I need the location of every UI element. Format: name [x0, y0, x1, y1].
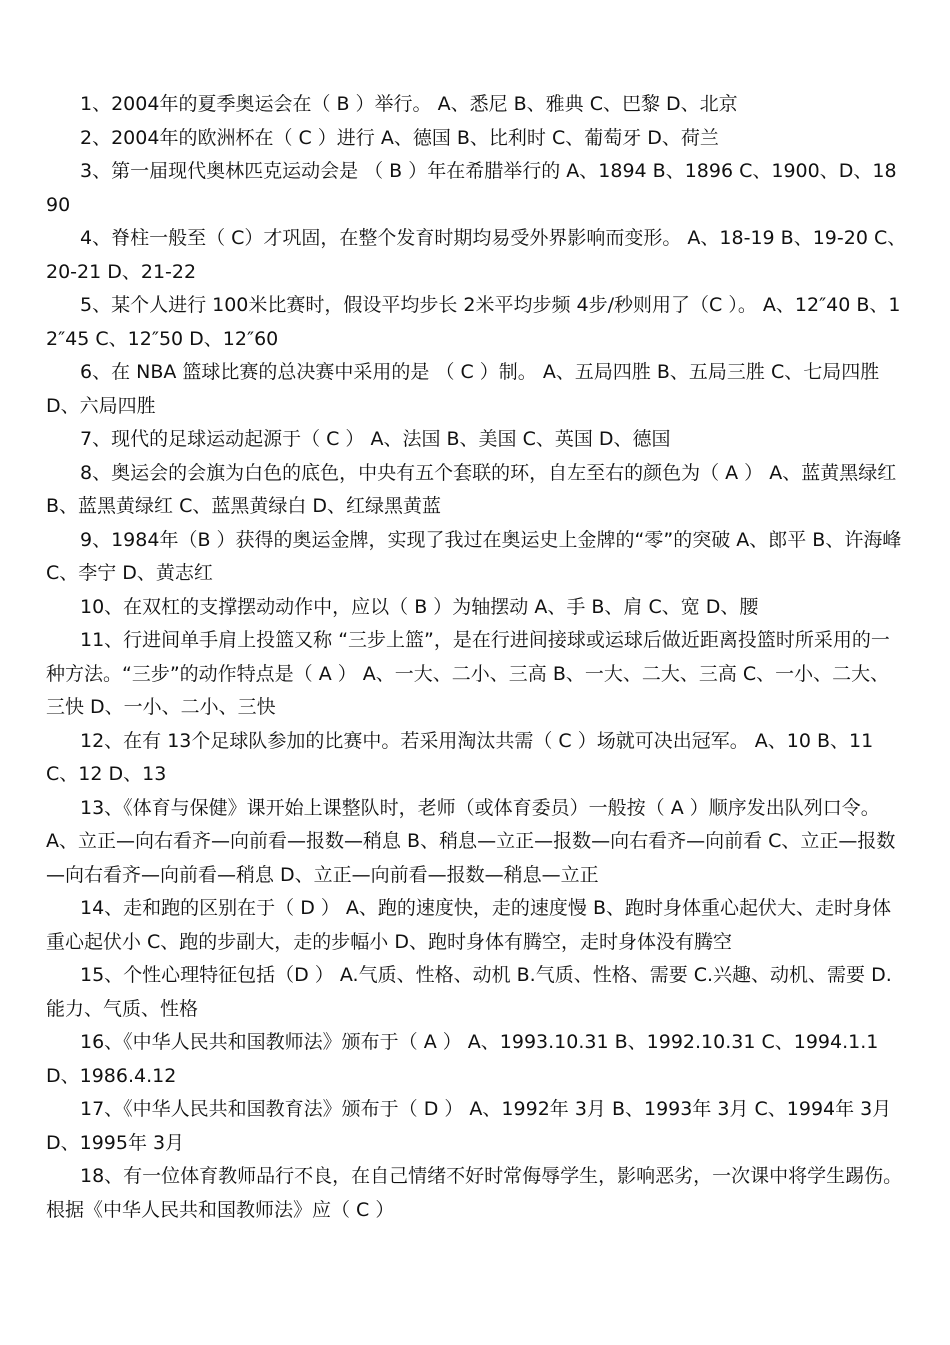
question-6: 6、在 NBA 篮球比赛的总决赛中采用的是 （ C ）制。 A、五局四胜 B、五局三胜 C、七局四胜 D、六局四胜: [46, 361, 880, 417]
question-4: 4、脊柱一般至（ C）才巩固，在整个发育时期均易受外界影响而变形。 A、18-19 B、19-20 C、20-21 D、21-22: [46, 227, 907, 283]
question-3: 3、第一届现代奥林匹克运动会是 （ B ）年在希腊举行的 A、1894 B、1896 C、1900、D、1890: [46, 160, 897, 216]
question-18: 18、有一位体育教师品行不良，在自己情绪不好时常侮辱学生，影响恶劣，一次课中将学生踢伤。根据《中华人民共和国教师法》应（ C ）: [46, 1165, 903, 1221]
question-5: 5、某个人进行 100米比赛时，假设平均步长 2米平均步频 4步/秒则用了（C ）。 A、12″40 B、12″45 C、12″50 D、12″60: [46, 294, 901, 350]
question-9: 9、1984年（B ）获得的奥运金牌，实现了我过在奥运史上金牌的“零”的突破 A、郎平 B、许海峰 C、李宁 D、黄志红: [46, 528, 902, 584]
question-13: 13、《体育与保健》课开始上课整队时，老师（或体育委员）一般按（ A ）顺序发出队列口令。 A、立正—向右看齐—向前看—报数—稍息 B、稍息—立正—报数—向右看齐—向前看 C、立正—报数—向右看齐—向前看—稍息 D、立正—向前看—报数—稍息—立正: [46, 796, 896, 886]
question-12: 12、在有 13个足球队参加的比赛中。若采用淘汰共需（ C ）场就可决出冠军。 A、10 B、11 C、12 D、13: [46, 729, 874, 785]
question-10: 10、在双杠的支撑摆动动作中，应以（ B ）为轴摆动 A、手 B、肩 C、宽 D、腰: [80, 595, 759, 618]
question-8: 8、奥运会的会旗为白色的底色，中央有五个套联的环，自左至右的颜色为（ A ） A、蓝黄黑绿红 B、蓝黑黄绿红 C、蓝黑黄绿白 D、红绿黑黄蓝: [46, 461, 897, 517]
question-7: 7、现代的足球运动起源于（ C ） A、法国 B、美国 C、英国 D、德国: [80, 428, 671, 450]
question-11: 11、行进间单手肩上投篮又称 “三步上篮”，是在行进间接球或运球后做近距离投篮时所采用的一种方法。“三步”的动作特点是（ A ） A、一大、二小、三高 B、一大、二大、三高 C、一小、二大、三快 D、一小、二小、三快: [46, 629, 890, 718]
question-2: 2、2004年的欧洲杯在（ C ）进行 A、德国 B、比利时 C、葡萄牙 D、荷兰: [80, 126, 719, 149]
question-17: 17、《中华人民共和国教育法》颁布于（ D ） A、1992年 3月 B、1993年 3月 C、1994年 3月 D、1995年 3月: [46, 1098, 892, 1154]
question-16: 16、《中华人民共和国教师法》颁布于（ A ） A、1993.10.31 B、1992.10.31 C、1994.1.1 D、1986.4.12: [46, 1031, 879, 1087]
question-15: 15、个性心理特征包括（D ） A.气质、性格、动机 B.气质、性格、需要 C.兴趣、动机、需要 D.能力、气质、性格: [46, 964, 892, 1020]
question-1: 1、2004年的夏季奥运会在（ B ）举行。 A、悉尼 B、雅典 C、巴黎 D、北京: [80, 93, 738, 115]
question-14: 14、走和跑的区别在于（ D ） A、跑的速度快，走的速度慢 B、跑时身体重心起伏大、走时身体重心起伏小 C、跑的步副大，走的步幅小 D、跑时身体有腾空，走时身体没有腾空: [46, 897, 891, 953]
